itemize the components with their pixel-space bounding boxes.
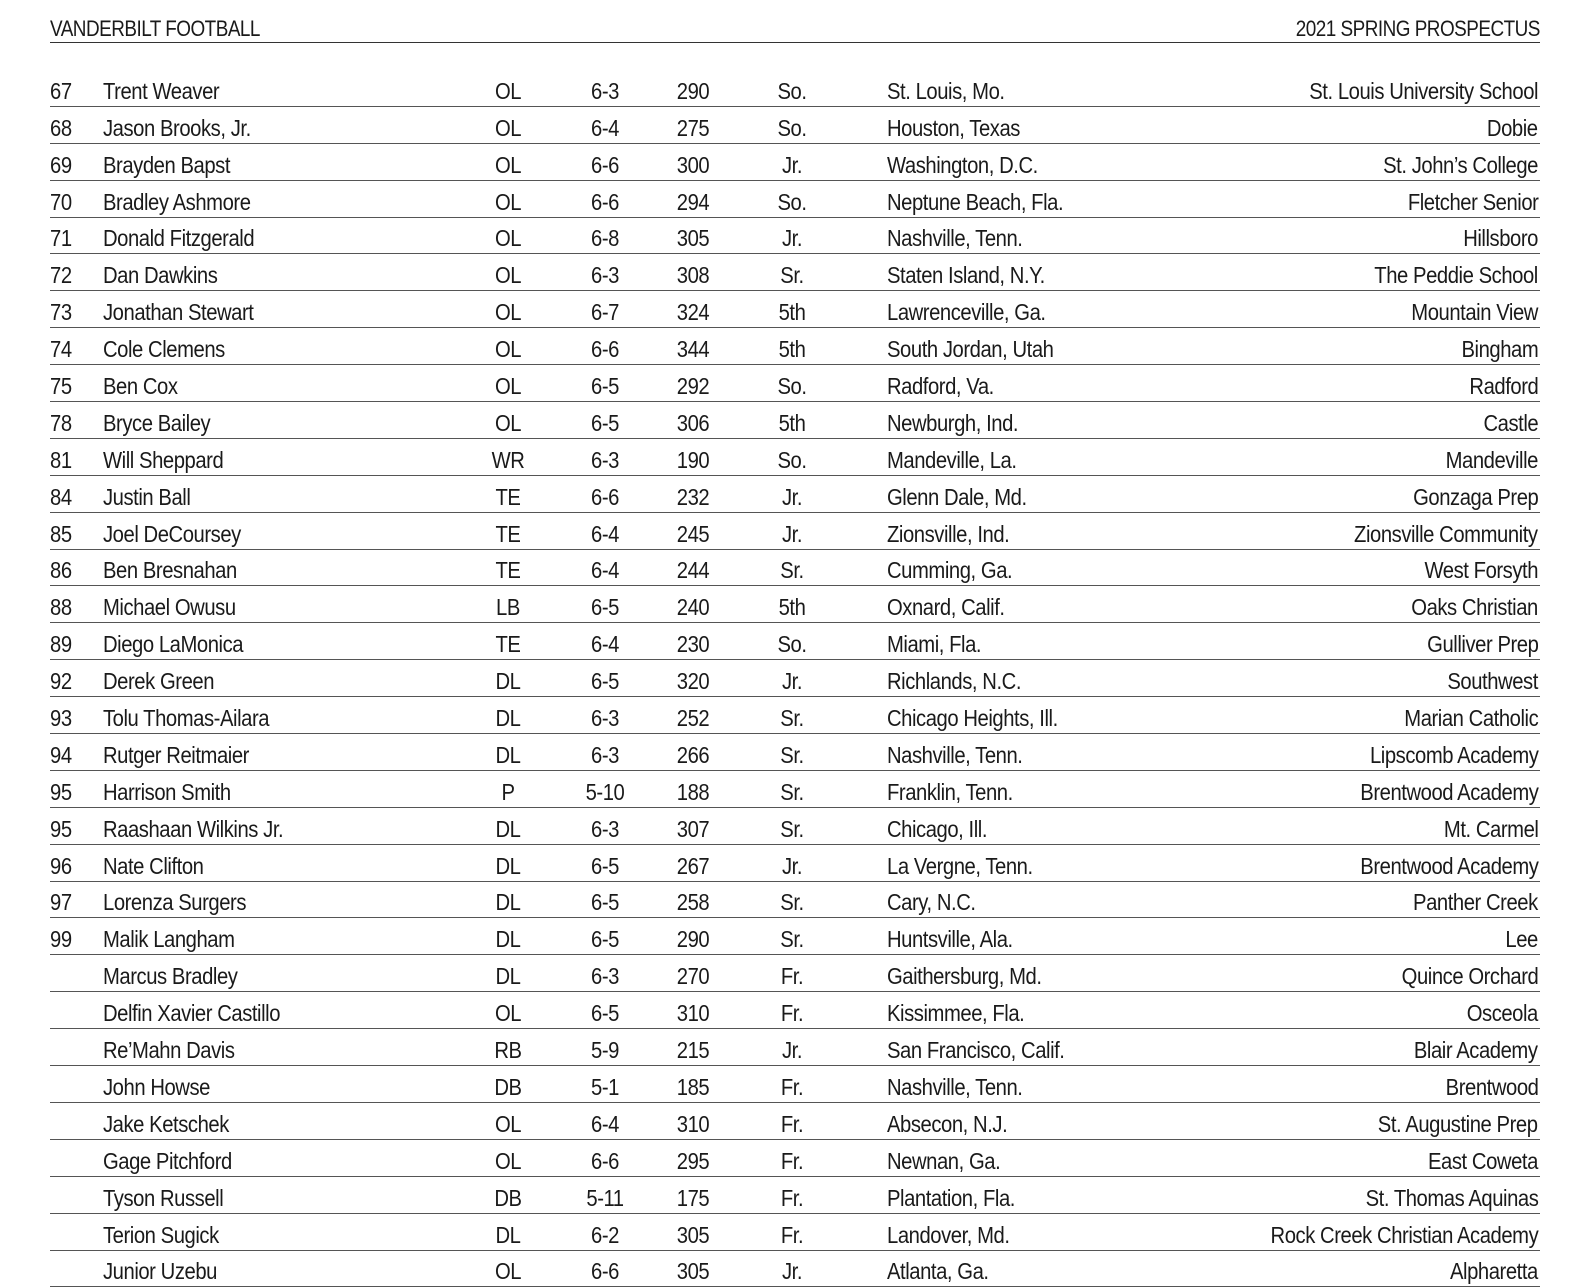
weight-text: 320	[677, 667, 709, 695]
position-text: DL	[496, 1221, 521, 1249]
player-name: Junior Uzebu	[103, 1257, 217, 1285]
player-name: Marcus Bradley	[103, 962, 237, 990]
hometown: Radford, Va.	[887, 372, 994, 400]
position-text: DL	[496, 815, 521, 843]
class-year-text: Sr.	[780, 778, 803, 806]
position-text: OL	[495, 999, 521, 1027]
player-name: Michael Owusu	[103, 593, 236, 621]
high-school: Panther Creek	[1413, 888, 1538, 916]
class-year-text: Sr.	[780, 556, 803, 584]
height-text: 6-5	[591, 852, 619, 880]
height-text: 6-5	[591, 888, 619, 916]
table-row	[50, 291, 1540, 328]
table-row	[50, 660, 1540, 697]
height-text: 6-4	[591, 520, 619, 548]
jersey-number: 88	[50, 593, 72, 621]
position-text: OL	[495, 261, 521, 289]
hometown: Huntsville, Ala.	[887, 925, 1013, 953]
weight-text: 190	[677, 446, 709, 474]
position-text: OL	[495, 114, 521, 142]
player-name: Rutger Reitmaier	[103, 741, 249, 769]
hometown: Landover, Md.	[887, 1221, 1010, 1249]
class-year-text: Sr.	[780, 741, 803, 769]
weight-text: 270	[677, 962, 709, 990]
high-school: Alpharetta	[1450, 1257, 1538, 1285]
high-school: Southwest	[1447, 667, 1538, 695]
weight-text: 324	[677, 298, 709, 326]
class-year-text: So.	[777, 446, 806, 474]
jersey-number: 71	[50, 224, 72, 252]
class-year-text: Jr.	[782, 1036, 802, 1064]
table-row	[50, 328, 1540, 365]
height-text: 6-5	[591, 593, 619, 621]
high-school: Dobie	[1487, 114, 1538, 142]
player-name: Malik Langham	[103, 925, 235, 953]
hometown: Nashville, Tenn.	[887, 1073, 1022, 1101]
table-row	[50, 1251, 1540, 1287]
height-text: 6-4	[591, 1110, 619, 1138]
table-row	[50, 734, 1540, 771]
class-year-text: Sr.	[780, 261, 803, 289]
height-text: 6-5	[591, 409, 619, 437]
high-school: Zionsville Community	[1354, 520, 1538, 548]
height-text: 6-4	[591, 114, 619, 142]
class-year-text: Fr.	[781, 1110, 803, 1138]
weight-text: 275	[677, 114, 709, 142]
hometown: Houston, Texas	[887, 114, 1020, 142]
table-row	[50, 439, 1540, 476]
player-name: Derek Green	[103, 667, 214, 695]
hometown: Nashville, Tenn.	[887, 741, 1022, 769]
high-school: Gulliver Prep	[1427, 630, 1538, 658]
table-row	[50, 1140, 1540, 1177]
position-text: RB	[494, 1036, 521, 1064]
class-year-text: Fr.	[781, 1184, 803, 1212]
weight-text: 267	[677, 852, 709, 880]
table-row	[50, 144, 1540, 181]
weight-text: 290	[677, 925, 709, 953]
jersey-number: 69	[50, 151, 72, 179]
table-row	[50, 882, 1540, 919]
player-name: Jonathan Stewart	[103, 298, 253, 326]
high-school: Radford	[1469, 372, 1538, 400]
hometown: Miami, Fla.	[887, 630, 981, 658]
high-school: Hillsboro	[1463, 224, 1538, 252]
hometown: Plantation, Fla.	[887, 1184, 1015, 1212]
position-text: OL	[495, 409, 521, 437]
table-row	[50, 254, 1540, 291]
player-name: Nate Clifton	[103, 852, 203, 880]
table-row	[50, 955, 1540, 992]
high-school: The Peddie School	[1374, 261, 1538, 289]
class-year-text: Sr.	[780, 925, 803, 953]
hometown: Nashville, Tenn.	[887, 224, 1022, 252]
position-text: DL	[496, 667, 521, 695]
position-text: OL	[495, 1147, 521, 1175]
table-row	[50, 476, 1540, 513]
player-name: John Howse	[103, 1073, 210, 1101]
player-name: Trent Weaver	[103, 77, 219, 105]
weight-text: 185	[677, 1073, 709, 1101]
jersey-number: 86	[50, 556, 72, 584]
class-year-text: Fr.	[781, 1147, 803, 1175]
hometown: Cary, N.C.	[887, 888, 976, 916]
table-row	[50, 181, 1540, 218]
height-text: 5-1	[591, 1073, 619, 1101]
hometown: Oxnard, Calif.	[887, 593, 1005, 621]
height-text: 5-11	[586, 1184, 623, 1212]
hometown: Absecon, N.J.	[887, 1110, 1007, 1138]
player-name: Re’Mahn Davis	[103, 1036, 235, 1064]
hometown: Staten Island, N.Y.	[887, 261, 1045, 289]
table-row	[50, 1066, 1540, 1103]
hometown: Glenn Dale, Md.	[887, 483, 1027, 511]
class-year-text: Sr.	[780, 704, 803, 732]
class-year-text: 5th	[779, 593, 806, 621]
high-school: St. Thomas Aquinas	[1365, 1184, 1538, 1212]
high-school: Brentwood	[1445, 1073, 1538, 1101]
weight-text: 292	[677, 372, 709, 400]
class-year-text: Fr.	[781, 962, 803, 990]
player-name: Raashaan Wilkins Jr.	[103, 815, 283, 843]
class-year-text: Jr.	[782, 852, 802, 880]
hometown: Washington, D.C.	[887, 151, 1038, 179]
jersey-number: 70	[50, 188, 72, 216]
player-name: Brayden Bapst	[103, 151, 230, 179]
weight-text: 295	[677, 1147, 709, 1175]
high-school: Brentwood Academy	[1360, 778, 1538, 806]
high-school: St. Augustine Prep	[1378, 1110, 1538, 1138]
player-name: Tyson Russell	[103, 1184, 223, 1212]
weight-text: 305	[677, 224, 709, 252]
high-school: Fletcher Senior	[1407, 188, 1538, 216]
player-name: Lorenza Surgers	[103, 888, 246, 916]
hometown: Neptune Beach, Fla.	[887, 188, 1063, 216]
jersey-number: 73	[50, 298, 72, 326]
hometown: Gaithersburg, Md.	[887, 962, 1042, 990]
position-text: OL	[495, 1257, 521, 1285]
hometown: St. Louis, Mo.	[887, 77, 1005, 105]
class-year-text: So.	[777, 630, 806, 658]
high-school: Mountain View	[1411, 298, 1538, 326]
position-text: DL	[496, 852, 521, 880]
player-name: Diego LaMonica	[103, 630, 243, 658]
player-name: Jake Ketschek	[103, 1110, 229, 1138]
class-year-text: So.	[777, 114, 806, 142]
height-text: 6-6	[591, 335, 619, 363]
hometown: Mandeville, La.	[887, 446, 1017, 474]
height-text: 6-6	[591, 483, 619, 511]
table-row	[50, 218, 1540, 255]
weight-text: 290	[677, 77, 709, 105]
height-text: 6-4	[591, 556, 619, 584]
hometown: Newnan, Ga.	[887, 1147, 1000, 1175]
high-school: St. Louis University School	[1309, 77, 1538, 105]
height-text: 6-3	[591, 815, 619, 843]
position-text: OL	[495, 188, 521, 216]
high-school: West Forsyth	[1424, 556, 1538, 584]
table-row	[50, 365, 1540, 402]
class-year-text: So.	[777, 188, 806, 216]
player-name: Tolu Thomas-Ailara	[103, 704, 269, 732]
class-year-text: Jr.	[782, 483, 802, 511]
table-row	[50, 402, 1540, 439]
position-text: DL	[496, 704, 521, 732]
height-text: 6-3	[591, 704, 619, 732]
hometown: Franklin, Tenn.	[887, 778, 1013, 806]
jersey-number: 93	[50, 704, 72, 732]
position-text: OL	[495, 151, 521, 179]
high-school: Osceola	[1467, 999, 1538, 1027]
weight-text: 300	[677, 151, 709, 179]
player-name: Bryce Bailey	[103, 409, 210, 437]
table-row	[50, 513, 1540, 550]
player-name: Joel DeCoursey	[103, 520, 241, 548]
jersey-number: 84	[50, 483, 72, 511]
table-row	[50, 623, 1540, 660]
weight-text: 307	[677, 815, 709, 843]
table-row	[50, 845, 1540, 882]
table-row	[50, 1103, 1540, 1140]
weight-text: 305	[677, 1221, 709, 1249]
height-text: 6-6	[591, 151, 619, 179]
table-row	[50, 550, 1540, 587]
hometown: Zionsville, Ind.	[887, 520, 1009, 548]
height-text: 6-2	[591, 1221, 619, 1249]
table-row	[50, 1214, 1540, 1251]
class-year-text: So.	[777, 77, 806, 105]
weight-text: 294	[677, 188, 709, 216]
position-text: TE	[496, 556, 521, 584]
height-text: 6-3	[591, 261, 619, 289]
weight-text: 306	[677, 409, 709, 437]
class-year-text: So.	[777, 372, 806, 400]
high-school: Quince Orchard	[1401, 962, 1538, 990]
weight-text: 258	[677, 888, 709, 916]
height-text: 5-9	[591, 1036, 619, 1064]
height-text: 6-7	[591, 298, 619, 326]
position-text: OL	[495, 335, 521, 363]
hometown: Richlands, N.C.	[887, 667, 1021, 695]
height-text: 6-5	[591, 925, 619, 953]
weight-text: 344	[677, 335, 709, 363]
position-text: DL	[496, 962, 521, 990]
jersey-number: 74	[50, 335, 72, 363]
weight-text: 215	[677, 1036, 709, 1064]
high-school: Mandeville	[1446, 446, 1538, 474]
position-text: DL	[496, 888, 521, 916]
roster-table	[50, 70, 1540, 1287]
jersey-number: 75	[50, 372, 72, 400]
high-school: St. John’s College	[1383, 151, 1538, 179]
table-row	[50, 697, 1540, 734]
header-team-title: VANDERBILT FOOTBALL	[50, 16, 260, 42]
header-publication-title: 2021 SPRING PROSPECTUS	[1296, 16, 1540, 42]
player-name: Will Sheppard	[103, 446, 223, 474]
height-text: 6-8	[591, 224, 619, 252]
class-year-text: Jr.	[782, 520, 802, 548]
hometown: La Vergne, Tenn.	[887, 852, 1033, 880]
height-text: 6-3	[591, 741, 619, 769]
high-school: Marian Catholic	[1404, 704, 1538, 732]
high-school: Oaks Christian	[1411, 593, 1538, 621]
jersey-number: 97	[50, 888, 72, 916]
table-row	[50, 1029, 1540, 1066]
weight-text: 244	[677, 556, 709, 584]
high-school: Bingham	[1461, 335, 1538, 363]
table-row	[50, 918, 1540, 955]
height-text: 5-10	[586, 778, 625, 806]
class-year-text: 5th	[779, 409, 806, 437]
jersey-number: 85	[50, 520, 72, 548]
weight-text: 310	[677, 1110, 709, 1138]
position-text: OL	[495, 372, 521, 400]
hometown: Kissimmee, Fla.	[887, 999, 1024, 1027]
high-school: Brentwood Academy	[1360, 852, 1538, 880]
class-year-text: Jr.	[782, 224, 802, 252]
high-school: Castle	[1483, 409, 1538, 437]
high-school: Mt. Carmel	[1443, 815, 1538, 843]
high-school: Blair Academy	[1414, 1036, 1538, 1064]
position-text: DB	[494, 1073, 521, 1101]
class-year-text: Jr.	[782, 151, 802, 179]
height-text: 6-5	[591, 999, 619, 1027]
hometown: San Francisco, Calif.	[887, 1036, 1064, 1064]
player-name: Harrison Smith	[103, 778, 231, 806]
player-name: Dan Dawkins	[103, 261, 217, 289]
position-text: OL	[495, 298, 521, 326]
jersey-number: 78	[50, 409, 72, 437]
high-school: Lipscomb Academy	[1370, 741, 1538, 769]
jersey-number: 68	[50, 114, 72, 142]
table-row	[50, 586, 1540, 623]
table-row	[50, 771, 1540, 808]
height-text: 6-3	[591, 77, 619, 105]
hometown: South Jordan, Utah	[887, 335, 1053, 363]
jersey-number: 99	[50, 925, 72, 953]
position-text: DL	[496, 741, 521, 769]
weight-text: 245	[677, 520, 709, 548]
jersey-number: 72	[50, 261, 72, 289]
height-text: 6-4	[591, 630, 619, 658]
class-year-text: Sr.	[780, 815, 803, 843]
class-year-text: Jr.	[782, 1257, 802, 1285]
player-name: Terion Sugick	[103, 1221, 219, 1249]
height-text: 6-5	[591, 372, 619, 400]
page-header	[50, 14, 1540, 43]
table-row	[50, 808, 1540, 845]
jersey-number: 89	[50, 630, 72, 658]
class-year-text: 5th	[779, 298, 806, 326]
table-row	[50, 70, 1540, 107]
height-text: 6-3	[591, 962, 619, 990]
class-year-text: Jr.	[782, 667, 802, 695]
player-name: Ben Bresnahan	[103, 556, 237, 584]
position-text: P	[501, 778, 514, 806]
player-name: Jason Brooks, Jr.	[103, 114, 251, 142]
player-name: Gage Pitchford	[103, 1147, 232, 1175]
table-row	[50, 1177, 1540, 1214]
jersey-number: 95	[50, 815, 72, 843]
class-year-text: 5th	[779, 335, 806, 363]
weight-text: 252	[677, 704, 709, 732]
hometown: Lawrenceville, Ga.	[887, 298, 1046, 326]
position-text: DL	[496, 925, 521, 953]
position-text: WR	[492, 446, 525, 474]
jersey-number: 94	[50, 741, 72, 769]
hometown: Newburgh, Ind.	[887, 409, 1018, 437]
weight-text: 232	[677, 483, 709, 511]
high-school: Gonzaga Prep	[1413, 483, 1538, 511]
height-text: 6-5	[591, 667, 619, 695]
jersey-number: 67	[50, 77, 72, 105]
hometown: Chicago Heights, Ill.	[887, 704, 1058, 732]
position-text: TE	[496, 520, 521, 548]
jersey-number: 81	[50, 446, 72, 474]
weight-text: 175	[677, 1184, 709, 1212]
player-name: Delfin Xavier Castillo	[103, 999, 280, 1027]
hometown: Chicago, Ill.	[887, 815, 987, 843]
weight-text: 305	[677, 1257, 709, 1285]
class-year-text: Fr.	[781, 1073, 803, 1101]
class-year-text: Fr.	[781, 1221, 803, 1249]
position-text: LB	[496, 593, 520, 621]
player-name: Cole Clemens	[103, 335, 225, 363]
high-school: Lee	[1506, 925, 1538, 953]
position-text: OL	[495, 224, 521, 252]
table-row	[50, 992, 1540, 1029]
height-text: 6-6	[591, 1257, 619, 1285]
table-row	[50, 107, 1540, 144]
position-text: TE	[496, 483, 521, 511]
weight-text: 308	[677, 261, 709, 289]
player-name: Donald Fitzgerald	[103, 224, 254, 252]
position-text: TE	[496, 630, 521, 658]
high-school: East Coweta	[1428, 1147, 1538, 1175]
height-text: 6-3	[591, 446, 619, 474]
height-text: 6-6	[591, 188, 619, 216]
position-text: OL	[495, 1110, 521, 1138]
player-name: Bradley Ashmore	[103, 188, 251, 216]
class-year-text: Sr.	[780, 888, 803, 916]
weight-text: 188	[677, 778, 709, 806]
high-school: Rock Creek Christian Academy	[1270, 1221, 1538, 1249]
jersey-number: 95	[50, 778, 72, 806]
player-name: Justin Ball	[103, 483, 190, 511]
weight-text: 266	[677, 741, 709, 769]
position-text: DB	[494, 1184, 521, 1212]
jersey-number: 96	[50, 852, 72, 880]
weight-text: 310	[677, 999, 709, 1027]
hometown: Atlanta, Ga.	[887, 1257, 989, 1285]
player-name: Ben Cox	[103, 372, 178, 400]
hometown: Cumming, Ga.	[887, 556, 1012, 584]
weight-text: 230	[677, 630, 709, 658]
position-text: OL	[495, 77, 521, 105]
weight-text: 240	[677, 593, 709, 621]
height-text: 6-6	[591, 1147, 619, 1175]
jersey-number: 92	[50, 667, 72, 695]
class-year-text: Fr.	[781, 999, 803, 1027]
